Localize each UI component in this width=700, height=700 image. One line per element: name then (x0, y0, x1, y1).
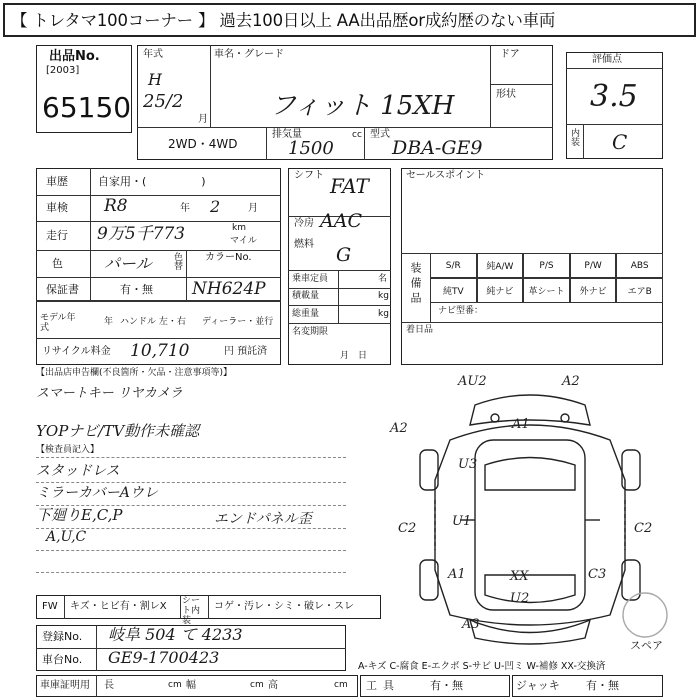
equipment-item: ABS (616, 253, 663, 278)
chassis-value: GE9-1700423 (108, 648, 220, 667)
year-era: H (148, 70, 162, 89)
equipment-item: P/S (523, 253, 570, 278)
cert-long-unit: cm (168, 680, 182, 690)
cert-width-unit: cm (250, 680, 264, 690)
dealer-option: ディーラー・並行 (202, 317, 274, 327)
inspector-note-1: スタッドレス (36, 463, 120, 479)
defect-legend: A-キズ C-腐食 E-エクボ S-サビ U-凹ミ W-補修 XX-交換済 (358, 661, 606, 672)
tools-value: 有・無 (430, 679, 463, 692)
shift-value: FAT (330, 174, 369, 198)
equipment-item: 純TV (430, 278, 477, 303)
mileage-unit-mile: マイル (230, 236, 257, 246)
arrival-label: 着日品 (406, 325, 434, 335)
cert-height-unit: cm (334, 680, 348, 690)
type-value: DBA-GE9 (392, 137, 483, 159)
damage-mark: U3 (458, 457, 478, 472)
model-label: 車名・グレード (214, 49, 284, 60)
ac-label: 冷房 (294, 218, 314, 229)
fw-label: FW (42, 601, 58, 612)
chassis-label: 車台No. (42, 653, 83, 666)
equipment-item: エアB (616, 278, 663, 303)
car-damage-diagram (380, 370, 680, 650)
damage-mark: U2 (510, 591, 530, 606)
history-label: 車歴 (46, 175, 68, 188)
first-change-unit: 月 日 (340, 351, 368, 361)
handle-option: ハンドル 左・右 (120, 317, 186, 327)
damage-mark: A2 (562, 374, 580, 389)
capacity-unit: 名 (378, 274, 388, 284)
equipment-item: P/W (570, 253, 617, 278)
interior-label: 内装 (569, 128, 579, 146)
cert-long: 長 (104, 680, 114, 691)
weight-unit: kg (378, 309, 389, 319)
equipment-item: 純ナビ (477, 278, 524, 303)
mileage-unit-km: km (232, 223, 246, 233)
first-change-label: 名変期限 (292, 327, 329, 337)
mileage-value: 9万5千773 (97, 224, 186, 244)
equipment-label: 装備品 (409, 262, 422, 307)
model-value: フィット 15XH (270, 91, 455, 121)
seat-items: コゲ・汚レ・シミ・破レ・スレ (214, 601, 354, 612)
inspector-note-2: ミラーカバーAウレ (36, 485, 158, 501)
score-label: 評価点 (592, 54, 622, 65)
cert-width: 幅 (186, 680, 196, 691)
year-month-unit: 月 (198, 114, 208, 125)
inspection-month: 2 (210, 197, 221, 216)
capacity-label: 乗車定員 (292, 274, 329, 284)
model-year-unit: 年 (104, 317, 114, 327)
spare-label: スペア (630, 639, 663, 652)
lot-label: 出品No. (49, 49, 100, 64)
lot-year-stamp: [2003] (46, 65, 80, 76)
type-label: 型式 (370, 129, 390, 140)
inspection-value: R8 (104, 196, 128, 216)
jack-value: 有・無 (586, 679, 619, 692)
year-value: 25/2 (143, 91, 184, 112)
inspector-notes-label: 【検査員記入】 (36, 445, 100, 455)
equipment-item: 外ナビ (570, 278, 617, 303)
damage-mark: XX (510, 569, 529, 584)
damage-mark: C2 (398, 521, 417, 536)
load-unit: kg (378, 291, 389, 301)
recycle-value: 10,710 (130, 341, 190, 361)
inspector-note-side: エンドパネル歪 (214, 511, 312, 527)
interior-value: C (612, 130, 628, 154)
inspector-note-3: 下廻りE,C,P (36, 506, 123, 524)
banner (3, 3, 696, 37)
displacement-unit: cc (352, 130, 362, 140)
score-value: 3.5 (590, 79, 638, 114)
tools-label: 工具 (366, 679, 400, 692)
spec-table (36, 168, 281, 365)
weight-label: 総重量 (292, 309, 320, 319)
color-change-label: 色替 (172, 252, 182, 270)
damage-mark: C3 (588, 567, 607, 582)
navi-model-label: ナビ型番： (438, 306, 484, 316)
damage-mark: C2 (634, 521, 653, 536)
fuel-label: 燃料 (294, 239, 314, 250)
displacement-label: 排気量 (272, 129, 302, 140)
jack-label: ジャッキ (516, 679, 560, 692)
equipment-grid (430, 253, 663, 303)
warranty-value: 有・無 (120, 283, 153, 296)
inspection-year-unit: 年 (180, 203, 190, 214)
equipment-item: S/R (430, 253, 477, 278)
recycle-label: リサイクル料金 (42, 346, 111, 357)
equipment-item: 革シート (523, 278, 570, 303)
damage-mark: AU2 (458, 374, 487, 389)
sales-point-label: セールスポイント (406, 170, 486, 181)
drive-text: 2WD・4WD (168, 137, 238, 151)
inspector-note-4: A,U,C (46, 529, 87, 545)
color-label: 色 (52, 257, 63, 270)
color-code-label: カラーNo. (205, 252, 252, 263)
color-value: パール (104, 254, 152, 273)
seller-notes-label: 【出品店申告欄(不良箇所・欠品・注意事項等)】 (36, 368, 233, 378)
damage-mark: A2 (390, 421, 408, 436)
inspection-label: 車検 (46, 201, 68, 214)
load-label: 積載量 (292, 291, 320, 301)
cert-height: 高 (268, 680, 278, 691)
cert-label: 車庫証明用 (40, 680, 90, 691)
equipment-item: 純A/W (477, 253, 524, 278)
seller-note-2: YOPナビ/TV動作未確認 (36, 422, 200, 440)
mileage-label: 走行 (46, 229, 68, 242)
lot-number: 65150 (42, 91, 132, 124)
registration-value: 岐阜 504 て 4233 (108, 625, 243, 644)
model-year-label: モデル年式 (40, 313, 76, 333)
fuel-value: G (336, 244, 352, 266)
year-label: 年式 (143, 49, 163, 60)
history-value: 自家用・( ) (98, 175, 206, 188)
banner-text: 【 トレタマ100コーナー 】 過去100日以上 AA出品歴or成約歴のない車両 (11, 11, 556, 30)
shift-label: シフト (294, 170, 324, 181)
registration-label: 登録No. (42, 630, 83, 643)
damage-mark: A1 (448, 567, 466, 582)
inspection-month-unit: 月 (248, 203, 258, 214)
displacement-value: 1500 (288, 138, 334, 159)
warranty-label: 保証書 (46, 283, 79, 296)
damage-mark: A1 (512, 417, 530, 432)
recycle-unit: 円 預託済 (224, 346, 268, 357)
shape-label: 形状 (496, 89, 516, 100)
seller-note-1: スマートキー リヤカメラ (36, 386, 183, 401)
color-code-value: NH624P (192, 279, 266, 299)
ac-value: AAC (320, 210, 362, 232)
fw-items: キズ・ヒビ有・割レX (70, 601, 167, 612)
damage-mark: U1 (452, 514, 472, 529)
damage-mark: A3 (462, 617, 480, 632)
door-label: ドア (500, 49, 520, 60)
seat-label: シート内装 (182, 596, 201, 626)
